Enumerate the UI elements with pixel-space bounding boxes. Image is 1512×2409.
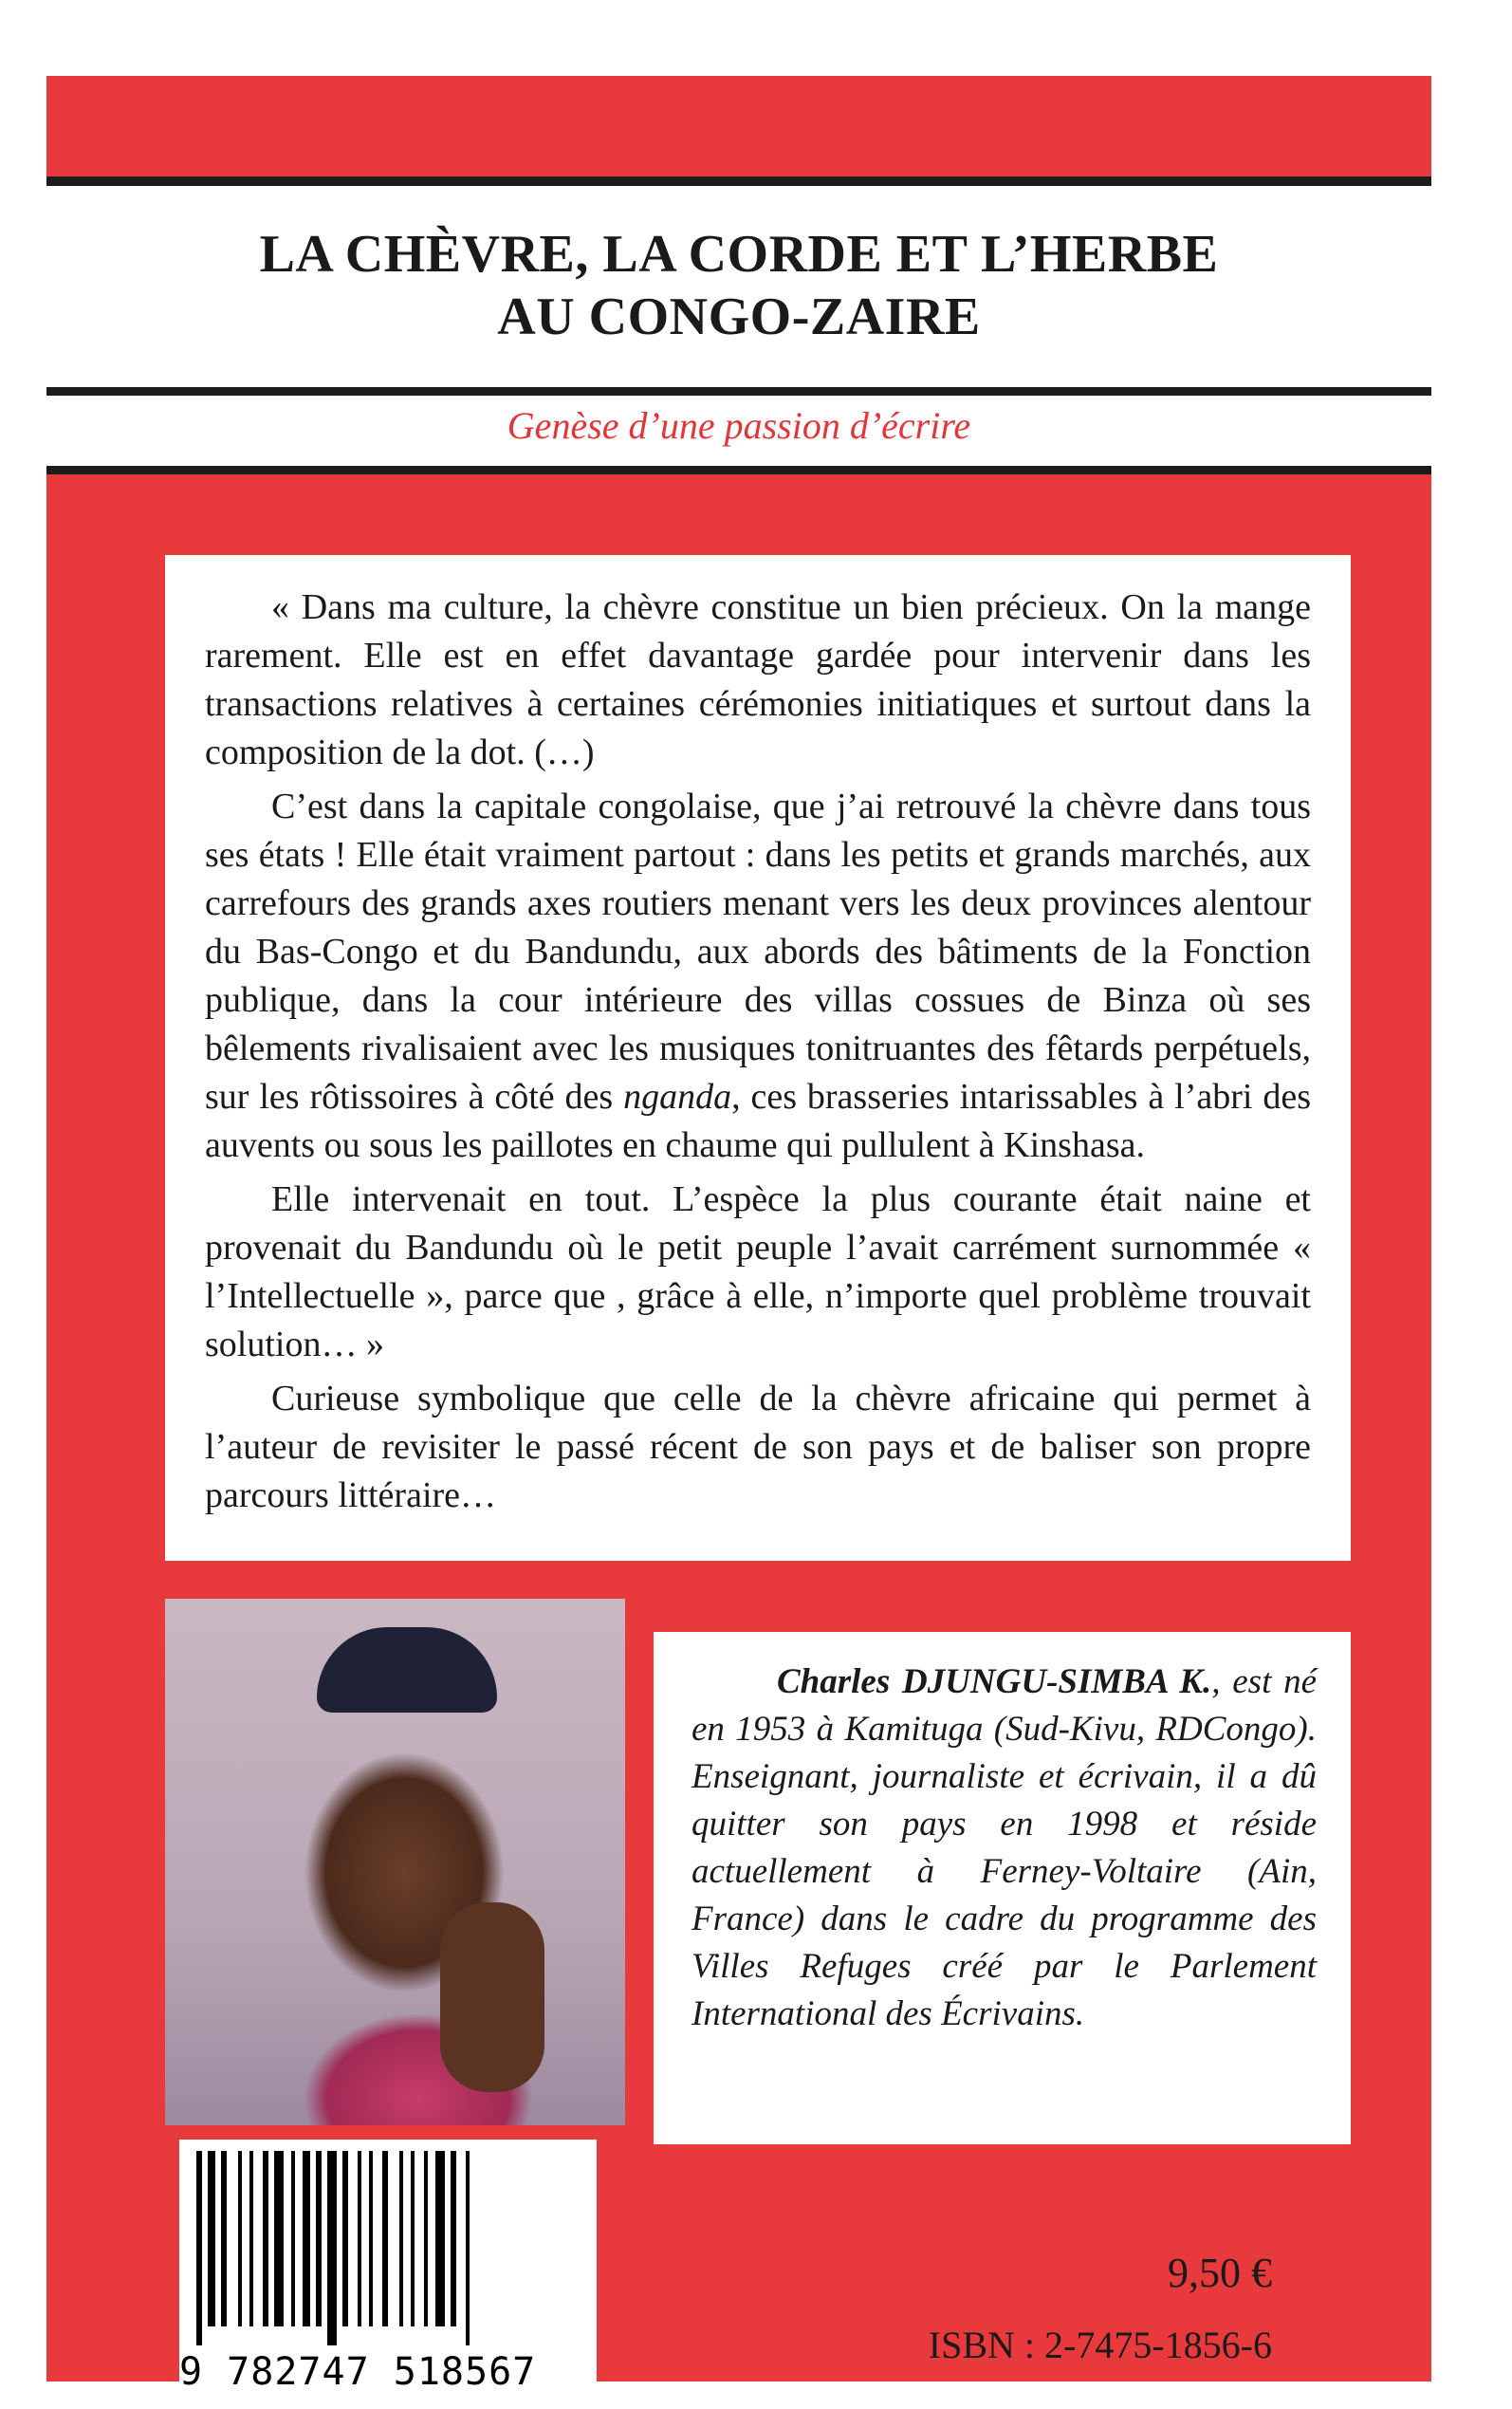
barcode-bar xyxy=(411,2151,415,2326)
rule-top xyxy=(46,176,1431,186)
barcode-bar xyxy=(249,2151,253,2326)
barcode-bar xyxy=(291,2151,295,2326)
barcode-bar xyxy=(208,2151,215,2326)
barcode-bar xyxy=(263,2151,268,2326)
author-cap xyxy=(317,1627,497,1713)
barcode-bar xyxy=(435,2151,445,2326)
top-red-band xyxy=(46,76,1431,176)
excerpt-box xyxy=(165,555,1351,1561)
title-line-1: LA CHÈVRE, LA CORDE ET L’HERBE xyxy=(259,225,1219,284)
author-bio xyxy=(691,1659,1317,2038)
barcode-bar xyxy=(399,2151,403,2326)
excerpt-paragraph-4: Curieuse symbolique que celle de la chèvre africaine qui permet à l’auteur de revisiter le passé récent de son pays et de baliser son propre parcours littéraire… xyxy=(205,1379,1311,1515)
barcode-bar xyxy=(316,2151,322,2326)
author-bio-text: , est né en 1953 à Kamituga (Sud-Kivu, RDCongo). Enseignant, journaliste et écrivain, il a dû quitter son pays en 1998 et réside actuellement à Ferney-Voltaire (Ain, France) dans le cadre du programme des Villes Refuges créé par le Parlement International des Écrivains. xyxy=(691,1662,1317,2033)
barcode-bar xyxy=(424,2151,428,2326)
rule-middle xyxy=(46,387,1431,396)
author-hand xyxy=(440,1902,544,2092)
book-subtitle: Genèse d’une passion d’écrire xyxy=(507,404,971,447)
barcode-bar xyxy=(342,2151,348,2326)
back-cover xyxy=(46,76,1431,2394)
excerpt-p2-italic: nganda xyxy=(623,1077,732,1117)
excerpt-paragraph-2 xyxy=(205,783,1311,1170)
excerpt-paragraph-3: Elle intervenait en tout. L’espèce la plus courante était naine et provenait du Bandundu où le petit peuple l’avait carrément surnommée « l’Intellectuelle », parce que , grâce à elle, n’importe quel problème trouvait solution… » xyxy=(205,1179,1311,1364)
excerpt-p2-text-end: , ces brasseries intarissables à l’abri des auvents ou sous les paillotes en chaume qui pullulent à Kinshasa. xyxy=(205,1077,1311,1165)
book-title xyxy=(46,223,1431,348)
barcode-bar xyxy=(382,2151,388,2326)
excerpt-p2-text: C’est dans la capitale congolaise, que j’ai retrouvé la chèvre dans tous ses états ! Elle était vraiment partout : dans les petits et grands marchés, aux carrefours des grands axes routiers menant vers les deux provinces alentour du Bas-Congo et du Bandundu, aux abords des bâtiments de la Fonction publique, dans la cour intérieure des villas cossues de Binza où ses bêlements rivalisaient avec les musiques tonitruantes des fêtards perpétuels, sur les rôtissoires à côté des xyxy=(205,787,1311,1117)
barcode-bar xyxy=(327,2151,337,2345)
excerpt-paragraph-1: « Dans ma culture, la chèvre constitue un bien précieux. On la mange rarement. Elle est en effet davantage gardée pour intervenir dans les transactions relatives à certaines cérémonies initiatiques et surtout dans la composition de la dot. (…) xyxy=(205,587,1311,772)
barcode-bar xyxy=(466,2151,470,2345)
author-photo xyxy=(165,1599,625,2125)
barcode-bar xyxy=(238,2151,242,2326)
barcode-bar xyxy=(358,2151,361,2326)
barcode-number: 9 782747 518567 xyxy=(179,2350,537,2394)
isbn: ISBN : 2-7475-1856-6 xyxy=(928,2324,1272,2366)
barcode-bar xyxy=(451,2151,456,2326)
barcode-bar xyxy=(274,2151,284,2326)
barcode-bar xyxy=(303,2151,310,2326)
price: 9,50 € xyxy=(1168,2250,1272,2296)
barcode-bar xyxy=(369,2151,373,2326)
barcode-bar xyxy=(196,2151,202,2345)
author-name: Charles DJUNGU-SIMBA K. xyxy=(777,1662,1212,1701)
barcode-bar xyxy=(221,2151,227,2326)
barcode-bars xyxy=(179,2140,597,2353)
barcode xyxy=(179,2140,597,2400)
title-line-2: AU CONGO-ZAIRE xyxy=(497,287,981,346)
rule-bottom xyxy=(46,466,1431,474)
author-bio-box xyxy=(654,1632,1351,2144)
